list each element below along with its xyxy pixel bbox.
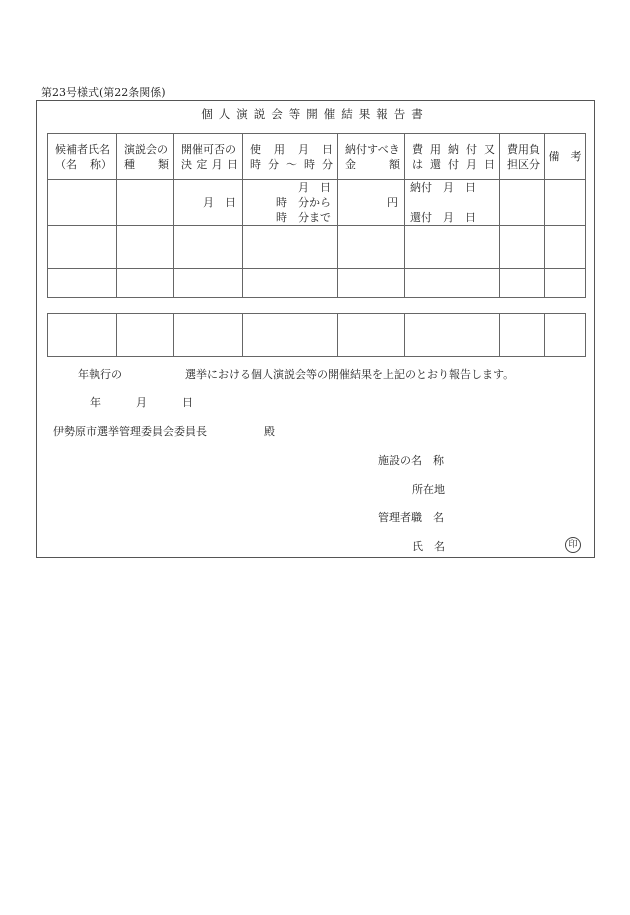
header-use-datetime: 使 用 月 日 時 分 ～ 時 分 bbox=[243, 134, 338, 180]
cell-candidate-name[interactable] bbox=[48, 180, 117, 226]
location-label: 所在地 bbox=[412, 483, 445, 496]
cell[interactable] bbox=[243, 226, 338, 269]
date-day: 日 bbox=[182, 396, 193, 409]
cell[interactable] bbox=[500, 269, 545, 298]
cell[interactable] bbox=[405, 314, 500, 357]
table-row bbox=[48, 269, 586, 298]
table-row bbox=[48, 180, 586, 226]
cell-remarks[interactable] bbox=[545, 180, 586, 226]
cell[interactable] bbox=[48, 269, 117, 298]
header-remarks: 備 考 bbox=[545, 134, 586, 180]
report-date bbox=[90, 394, 193, 410]
cell[interactable] bbox=[338, 269, 405, 298]
header-decision-date: 開催可否の 決 定 月 日 bbox=[174, 134, 243, 180]
cell[interactable] bbox=[405, 269, 500, 298]
honorific: 殿 bbox=[264, 425, 275, 438]
header-row bbox=[48, 134, 586, 180]
table-row bbox=[48, 226, 586, 269]
cell[interactable] bbox=[174, 226, 243, 269]
cell[interactable] bbox=[117, 269, 174, 298]
cell[interactable] bbox=[243, 314, 338, 357]
header-meeting-type: 演説会の 種 類 bbox=[117, 134, 174, 180]
seal-icon: 印 bbox=[565, 537, 581, 553]
report-table bbox=[47, 133, 586, 298]
header-amount-due: 納付すべき 金 額 bbox=[338, 134, 405, 180]
cell[interactable] bbox=[500, 314, 545, 357]
cell[interactable] bbox=[545, 226, 586, 269]
cell[interactable] bbox=[117, 226, 174, 269]
cell-cost-burden[interactable] bbox=[500, 180, 545, 226]
manager-title-label: 管理者職 名 bbox=[378, 511, 444, 524]
date-month: 月 bbox=[136, 396, 147, 409]
cell[interactable] bbox=[174, 269, 243, 298]
cell[interactable] bbox=[48, 314, 117, 357]
table-row bbox=[48, 314, 586, 357]
document-title: 個人演説会等開催結果報告書 bbox=[201, 107, 429, 121]
cell-amount-due[interactable]: 円 bbox=[338, 180, 405, 226]
cell[interactable] bbox=[48, 226, 117, 269]
cell[interactable] bbox=[117, 314, 174, 357]
cell[interactable] bbox=[243, 269, 338, 298]
cell[interactable] bbox=[405, 226, 500, 269]
cell[interactable] bbox=[338, 226, 405, 269]
cell[interactable] bbox=[545, 269, 586, 298]
addressee: 伊勢原市選挙管理委員会委員長 bbox=[53, 425, 207, 438]
cell[interactable] bbox=[174, 314, 243, 357]
summary-table bbox=[47, 313, 586, 357]
header-candidate-name: 候補者氏名 （名 称） bbox=[48, 134, 117, 180]
date-year: 年 bbox=[90, 396, 101, 409]
name-label: 氏 名 bbox=[412, 540, 445, 553]
cell-use-datetime[interactable]: 月 日 時 分から 時 分まで bbox=[243, 180, 338, 226]
cell[interactable] bbox=[545, 314, 586, 357]
header-payment-refund-date: 費 用 納 付 又 は 還 付 月 日 bbox=[405, 134, 500, 180]
cell[interactable] bbox=[500, 226, 545, 269]
cell[interactable] bbox=[338, 314, 405, 357]
cell-meeting-type[interactable] bbox=[117, 180, 174, 226]
statement-election-year: 年執行の bbox=[78, 368, 122, 381]
facility-name-label: 施設の名 称 bbox=[378, 454, 444, 467]
cell-decision-date[interactable]: 月 日 bbox=[174, 180, 243, 226]
header-cost-burden: 費用負 担区分 bbox=[500, 134, 545, 180]
statement-text: 選挙における個人演説会等の開催結果を上記のとおり報告します。 bbox=[185, 368, 515, 381]
form-number-label: 第23号様式(第22条関係) bbox=[41, 86, 166, 99]
cell-payment-refund-date[interactable]: 納付 月 日 還付 月 日 bbox=[405, 180, 500, 226]
